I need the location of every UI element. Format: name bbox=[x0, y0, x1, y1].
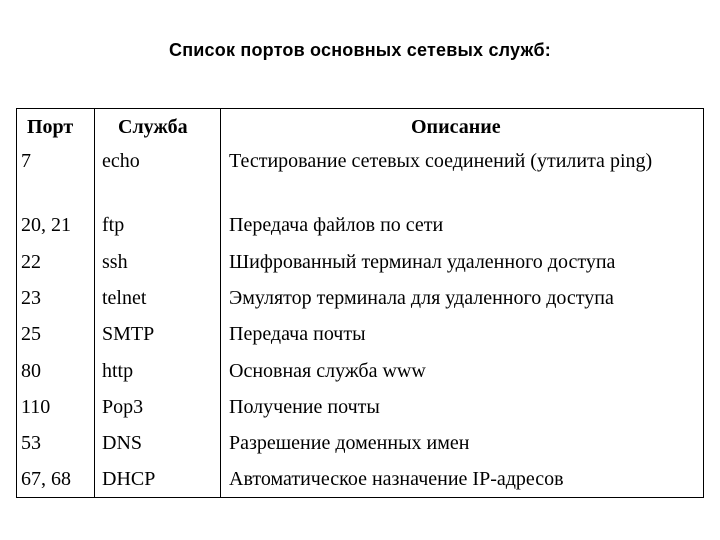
table-cell-port: 22 bbox=[21, 251, 41, 273]
table-cell-service: DNS bbox=[102, 432, 143, 454]
table-cell-description: Тестирование сетевых соединений (утилита ping) bbox=[229, 150, 653, 172]
header-service: Служба bbox=[118, 116, 188, 138]
table-cell-description: Автоматическое назначение IP-адресов bbox=[229, 468, 564, 490]
table-cell-port: 110 bbox=[21, 396, 51, 418]
table-cell-description: Получение почты bbox=[229, 396, 380, 418]
table-cell-description: Основная служба www bbox=[229, 360, 426, 382]
table-cell-port: 53 bbox=[21, 432, 41, 454]
table-cell-port: 7 bbox=[21, 150, 31, 172]
table-cell-description: Эмулятор терминала для удаленного доступа bbox=[229, 287, 614, 309]
table-cell-service: ssh bbox=[102, 251, 128, 273]
table-cell-service: SMTP bbox=[102, 323, 155, 345]
column-divider bbox=[220, 109, 221, 497]
table-cell-description: Шифрованный терминал удаленного доступа bbox=[229, 251, 616, 273]
column-divider bbox=[94, 109, 95, 497]
table-cell-service: http bbox=[102, 360, 134, 382]
table-cell-port: 67, 68 bbox=[21, 468, 71, 490]
table-cell-description: Передача почты bbox=[229, 323, 366, 345]
table-cell-port: 23 bbox=[21, 287, 41, 309]
table-cell-service: echo bbox=[102, 150, 140, 172]
header-description: Описание bbox=[411, 116, 501, 138]
table-cell-port: 80 bbox=[21, 360, 41, 382]
table-cell-service: Pop3 bbox=[102, 396, 144, 418]
table-cell-service: telnet bbox=[102, 287, 147, 309]
table-cell-description: Разрешение доменных имен bbox=[229, 432, 470, 454]
table-cell-port: 25 bbox=[21, 323, 41, 345]
table-cell-description: Передача файлов по сети bbox=[229, 214, 444, 236]
table-cell-service: ftp bbox=[102, 214, 125, 236]
table-cell-service: DHCP bbox=[102, 468, 156, 490]
header-port: Порт bbox=[27, 116, 74, 138]
ports-table bbox=[16, 108, 704, 498]
table-cell-port: 20, 21 bbox=[21, 214, 71, 236]
page-title: Список портов основных сетевых служб: bbox=[169, 40, 551, 60]
